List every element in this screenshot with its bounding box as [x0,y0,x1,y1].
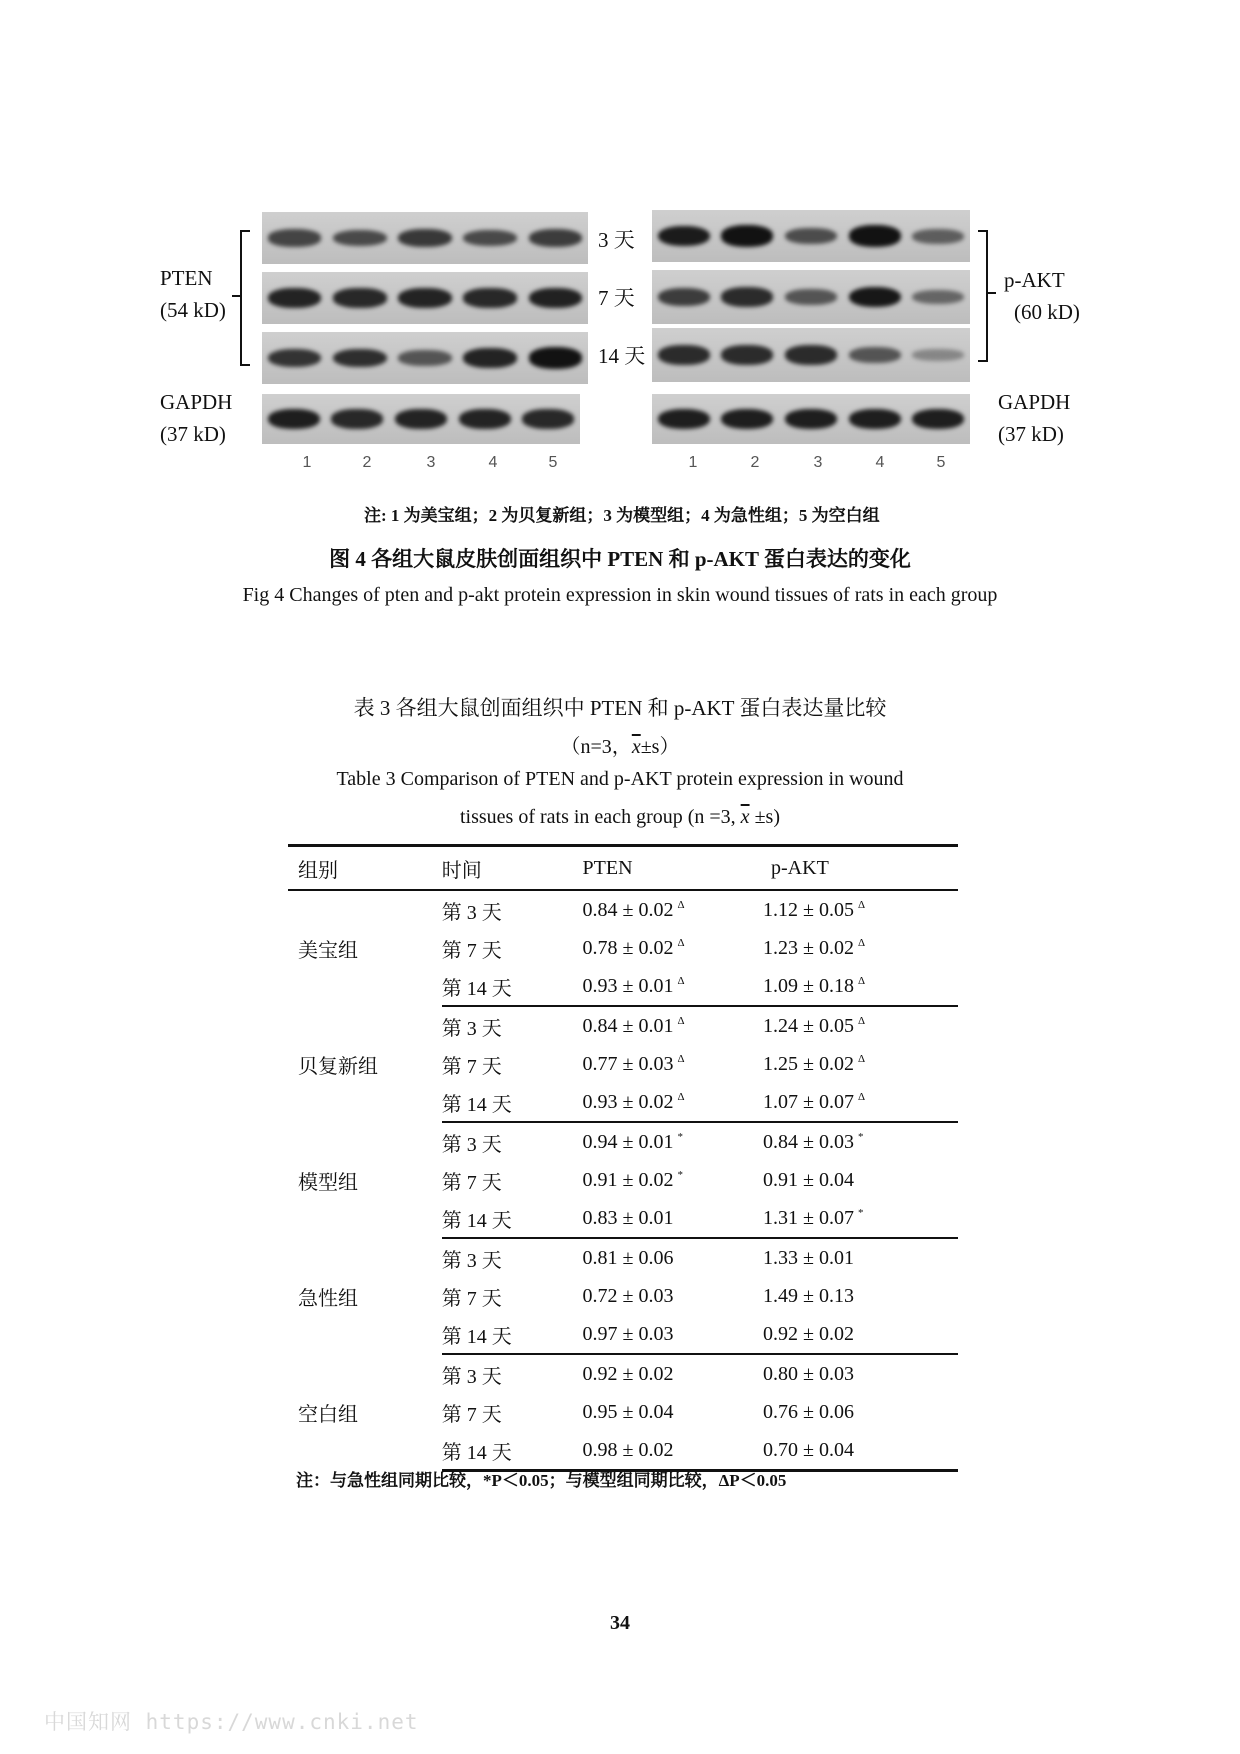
pten-cell-value: 0.72 ± 0.03 [582,1284,674,1307]
time-cell [442,1315,583,1354]
left-gapdh-label [160,386,232,450]
pten-bracket-tick [232,295,242,297]
pten-size: (54 kD) [160,298,226,322]
significance-mark: * [677,1130,684,1143]
time-cell [442,1354,583,1393]
pakt-cell-value: 0.91 ± 0.04 [763,1168,854,1191]
pten-cell [583,1431,763,1471]
header-pten: PTEN [583,846,763,891]
left-lane-number: 5 [548,454,558,471]
blot-band [459,409,511,429]
pten-cell [583,967,763,1006]
significance-mark: Δ [677,936,685,949]
pten-cell [583,1045,763,1083]
right-lane-number: 2 [750,454,760,471]
pten-cell-value: 0.94 ± 0.01 [582,1130,674,1153]
group-name-cell: 贝复新组 [298,1055,378,1078]
significance-mark: Δ [677,974,685,987]
pten-cell-value: 0.83 ± 0.01 [582,1206,674,1229]
title-en-prefix: tissues of rats in each group (n =3, [460,806,741,828]
blot-band [912,229,964,244]
time-cell-value: 第 3 天 [441,1017,502,1040]
figure-title-cn: 图 4 各组大鼠皮肤创面组织中 PTEN 和 p-AKT 蛋白表达的变化 [329,547,911,571]
blot-band [849,409,901,429]
table-row [288,890,958,929]
blot-band [912,290,964,304]
pakt-cell [763,929,958,967]
blot-band [721,345,773,364]
right-gapdh-name: GAPDH [998,390,1071,414]
blot-band [785,289,837,305]
pakt-cell [763,1083,958,1122]
time-cell-value: 第 7 天 [441,1055,502,1078]
pten-cell-value: 0.95 ± 0.04 [582,1400,674,1423]
pakt-cell [763,1277,958,1315]
table-group [288,1354,958,1471]
blot-band [463,288,516,307]
time-cell-value: 第 7 天 [441,939,502,962]
subtitle-xbar: $\overline{x}$ [631,736,641,758]
left-lane-number: 3 [426,454,436,471]
pten-bracket [240,230,250,366]
page-number: 34 [610,1612,630,1634]
pakt-cell-value: 0.84 ± 0.03 [763,1130,854,1153]
left-gapdh-size: (37 kD) [160,422,226,446]
blot-band [785,345,837,364]
blot-band [529,347,582,368]
pakt-cell-value: 1.31 ± 0.07 [763,1206,854,1229]
significance-mark: Δ [858,1090,866,1103]
blot-band [658,288,710,306]
pakt-cell-value: 1.33 ± 0.01 [763,1246,854,1269]
pten-label [160,262,226,326]
figure-title-en: Fig 4 Changes of pten and p-akt protein expression in skin wound tissues of rats in each group [242,584,998,606]
header-pakt: p-AKT [763,846,958,891]
table-row [288,1354,958,1393]
time-cell-value: 第 14 天 [441,1441,512,1464]
time-cell-value: 第 14 天 [441,1093,512,1116]
blot-band [721,409,773,429]
pten-gapdh-blot [262,394,580,444]
figure-note: 注: 1 为美宝组；2 为贝复新组；3 为模型组；4 为急性组；5 为空白组 [364,506,880,525]
header-group: 组别 [288,846,442,891]
pakt-cell-value: 1.24 ± 0.05 [763,1014,854,1037]
blot-band [463,348,516,368]
pakt-label [1004,264,1080,328]
pten-cell [583,1238,763,1277]
pakt-blot-day7 [652,270,970,324]
pakt-cell-value: 1.25 ± 0.02 [763,1052,854,1075]
blot-band [529,229,582,247]
blot-band [658,409,710,429]
right-lane-number: 5 [936,454,946,471]
pakt-cell [763,1431,958,1471]
significance-mark: Δ [677,1090,685,1103]
subtitle-prefix: （n=3， [560,736,632,758]
table-title-en-line2 [0,806,1240,829]
blot-band [658,345,710,364]
blot-band [333,349,386,368]
group-name-cell: 空白组 [298,1403,358,1426]
pten-cell [583,1083,763,1122]
pakt-size: (60 kD) [1014,300,1080,324]
pakt-cell [763,1006,958,1045]
pakt-cell [763,1393,958,1431]
header-time: 时间 [442,846,583,891]
group-name-cell: 模型组 [298,1171,358,1194]
time-cell-value: 第 3 天 [441,1133,502,1156]
right-lane-number: 4 [875,454,885,471]
pten-cell-value: 0.78 ± 0.02 [582,936,674,959]
blot-band [785,409,837,429]
table-subtitle-cn [0,730,1240,759]
significance-mark: Δ [677,1052,685,1065]
blot-band [785,228,837,244]
blot-band [849,347,901,363]
pakt-cell-value: 1.07 ± 0.07 [763,1090,854,1113]
pten-blot-day7 [262,272,588,324]
blot-band [333,288,386,307]
time-cell [442,1238,583,1277]
pakt-cell-value: 0.70 ± 0.04 [763,1438,854,1461]
subtitle-suffix: ±s） [640,736,680,758]
pten-cell [583,1161,763,1199]
table-group [288,1238,958,1354]
pakt-name: p-AKT [1004,268,1065,292]
blot-band [331,409,383,428]
pten-name: PTEN [160,266,213,290]
group-name-cell: 美宝组 [298,940,358,962]
blot-band [268,288,321,308]
time-cell [442,1393,583,1431]
table-header-row [288,846,958,891]
pakt-cell [763,1045,958,1083]
title-en-suffix: ±s) [749,806,780,828]
table-row [288,1006,958,1045]
pten-blot-day3 [262,212,588,264]
significance-mark: * [677,1168,684,1181]
significance-mark: * [858,1130,864,1143]
left-lane-number: 2 [362,454,372,471]
time-cell [442,1083,583,1122]
blot-band [268,409,320,429]
time-cell [442,1277,583,1315]
pten-cell-value: 0.84 ± 0.01 [582,1014,674,1037]
significance-mark: Δ [677,1014,685,1027]
table-group [288,890,958,1006]
pten-cell-value: 0.92 ± 0.02 [582,1362,674,1385]
pten-cell-value: 0.93 ± 0.02 [582,1090,674,1113]
pakt-cell [763,890,958,929]
pten-cell-value: 0.97 ± 0.03 [582,1322,674,1345]
blot-band [463,230,516,247]
pakt-cell-value: 1.49 ± 0.13 [763,1284,854,1307]
right-lane-number: 1 [688,454,698,471]
pten-cell-value: 0.98 ± 0.02 [582,1438,674,1461]
pten-cell [583,1006,763,1045]
pakt-cell [763,1354,958,1393]
right-lane-number: 3 [813,454,823,471]
pakt-cell-value: 0.76 ± 0.06 [763,1400,854,1423]
blot-band [268,349,321,368]
significance-mark: Δ [858,898,866,911]
table-note: 注：与急性组同期比较，*P＜0.05；与模型组同期比较，ΔP＜0.05 [296,1471,787,1490]
day-label-3: 3 天 [598,228,635,252]
left-gapdh-name: GAPDH [160,390,233,414]
table-row [288,1238,958,1277]
pakt-cell [763,1122,958,1161]
blot-band [849,287,901,308]
time-cell [442,1199,583,1238]
time-cell [442,890,583,929]
table-group [288,1006,958,1122]
pten-cell [583,1354,763,1393]
blot-band [721,287,773,306]
pten-cell-value: 0.81 ± 0.06 [582,1246,674,1269]
pten-cell [583,890,763,929]
right-gapdh-size: (37 kD) [998,422,1064,446]
time-cell-value: 第 14 天 [441,1325,512,1348]
time-cell-value: 第 3 天 [441,1249,502,1272]
blot-band [333,230,386,247]
title-en-xbar: $\overline{x}$ [740,806,750,828]
blot-band [721,225,773,246]
pakt-cell-value: 0.92 ± 0.02 [763,1322,854,1345]
pten-cell [583,1393,763,1431]
pakt-blot-day3 [652,210,970,262]
table-title-cn: 表 3 各组大鼠创面组织中 PTEN 和 p-AKT 蛋白表达量比较 [353,696,887,720]
table-row [288,1122,958,1161]
time-cell [442,1045,583,1083]
pakt-gapdh-blot [652,394,970,444]
time-cell [442,967,583,1006]
pten-cell [583,1315,763,1354]
pakt-cell [763,1199,958,1238]
time-cell [442,1122,583,1161]
blot-band [398,350,451,366]
time-cell [442,1161,583,1199]
right-gapdh-label [998,386,1070,450]
blot-band [529,288,582,308]
table-title-en-line1: Table 3 Comparison of PTEN and p-AKT protein expression in wound [336,768,904,790]
pakt-cell [763,1238,958,1277]
pten-cell-value: 0.93 ± 0.01 [582,974,674,997]
time-cell-value: 第 3 天 [441,901,502,924]
time-cell [442,1006,583,1045]
significance-mark: Δ [858,1014,866,1027]
left-lane-number: 4 [488,454,498,471]
pakt-cell [763,1315,958,1354]
cnki-watermark: 中国知网 https://www.cnki.net [44,1710,419,1734]
time-cell-value: 第 7 天 [441,1171,502,1194]
blot-band [658,226,710,247]
pten-cell [583,929,763,967]
time-cell-value: 第 14 天 [441,1209,512,1232]
blot-band [522,409,574,428]
left-lane-number: 1 [302,454,312,471]
pakt-cell-value: 1.23 ± 0.02 [763,936,854,959]
pakt-cell [763,967,958,1006]
blot-band [395,409,447,429]
pten-cell [583,1277,763,1315]
day-label-14: 14 天 [598,344,646,368]
group-name-cell: 急性组 [298,1287,358,1310]
pakt-cell [763,1161,958,1199]
pakt-blot-day14 [652,328,970,382]
time-cell-value: 第 7 天 [441,1287,502,1310]
blot-band [849,225,901,246]
time-cell [442,929,583,967]
blot-band [268,229,321,246]
significance-mark: Δ [858,936,866,949]
time-cell-value: 第 14 天 [441,977,512,1000]
day-label-7: 7 天 [598,286,635,310]
significance-mark: Δ [858,974,866,987]
blot-band [398,288,451,308]
time-cell [442,1431,583,1471]
pakt-cell-value: 1.09 ± 0.18 [763,974,854,997]
pten-cell-value: 0.77 ± 0.03 [582,1052,674,1075]
significance-mark: Δ [858,1052,866,1065]
time-cell-value: 第 7 天 [441,1403,502,1426]
pten-cell-value: 0.91 ± 0.02 [582,1168,674,1191]
time-cell-value: 第 3 天 [441,1365,502,1388]
table-group [288,1122,958,1238]
blot-band [398,229,451,247]
pakt-cell-value: 0.80 ± 0.03 [763,1362,854,1385]
significance-mark: * [858,1206,864,1219]
pakt-bracket-tick [986,292,996,294]
pten-blot-day14 [262,332,588,384]
blot-band [912,349,964,361]
blot-band [912,409,964,429]
pten-cell [583,1122,763,1161]
pten-cell-value: 0.84 ± 0.02 [582,898,674,921]
pten-cell [583,1199,763,1238]
pakt-cell-value: 1.12 ± 0.05 [763,898,854,921]
comparison-table [288,844,958,1472]
significance-mark: Δ [677,898,685,911]
pakt-bracket [978,230,988,362]
